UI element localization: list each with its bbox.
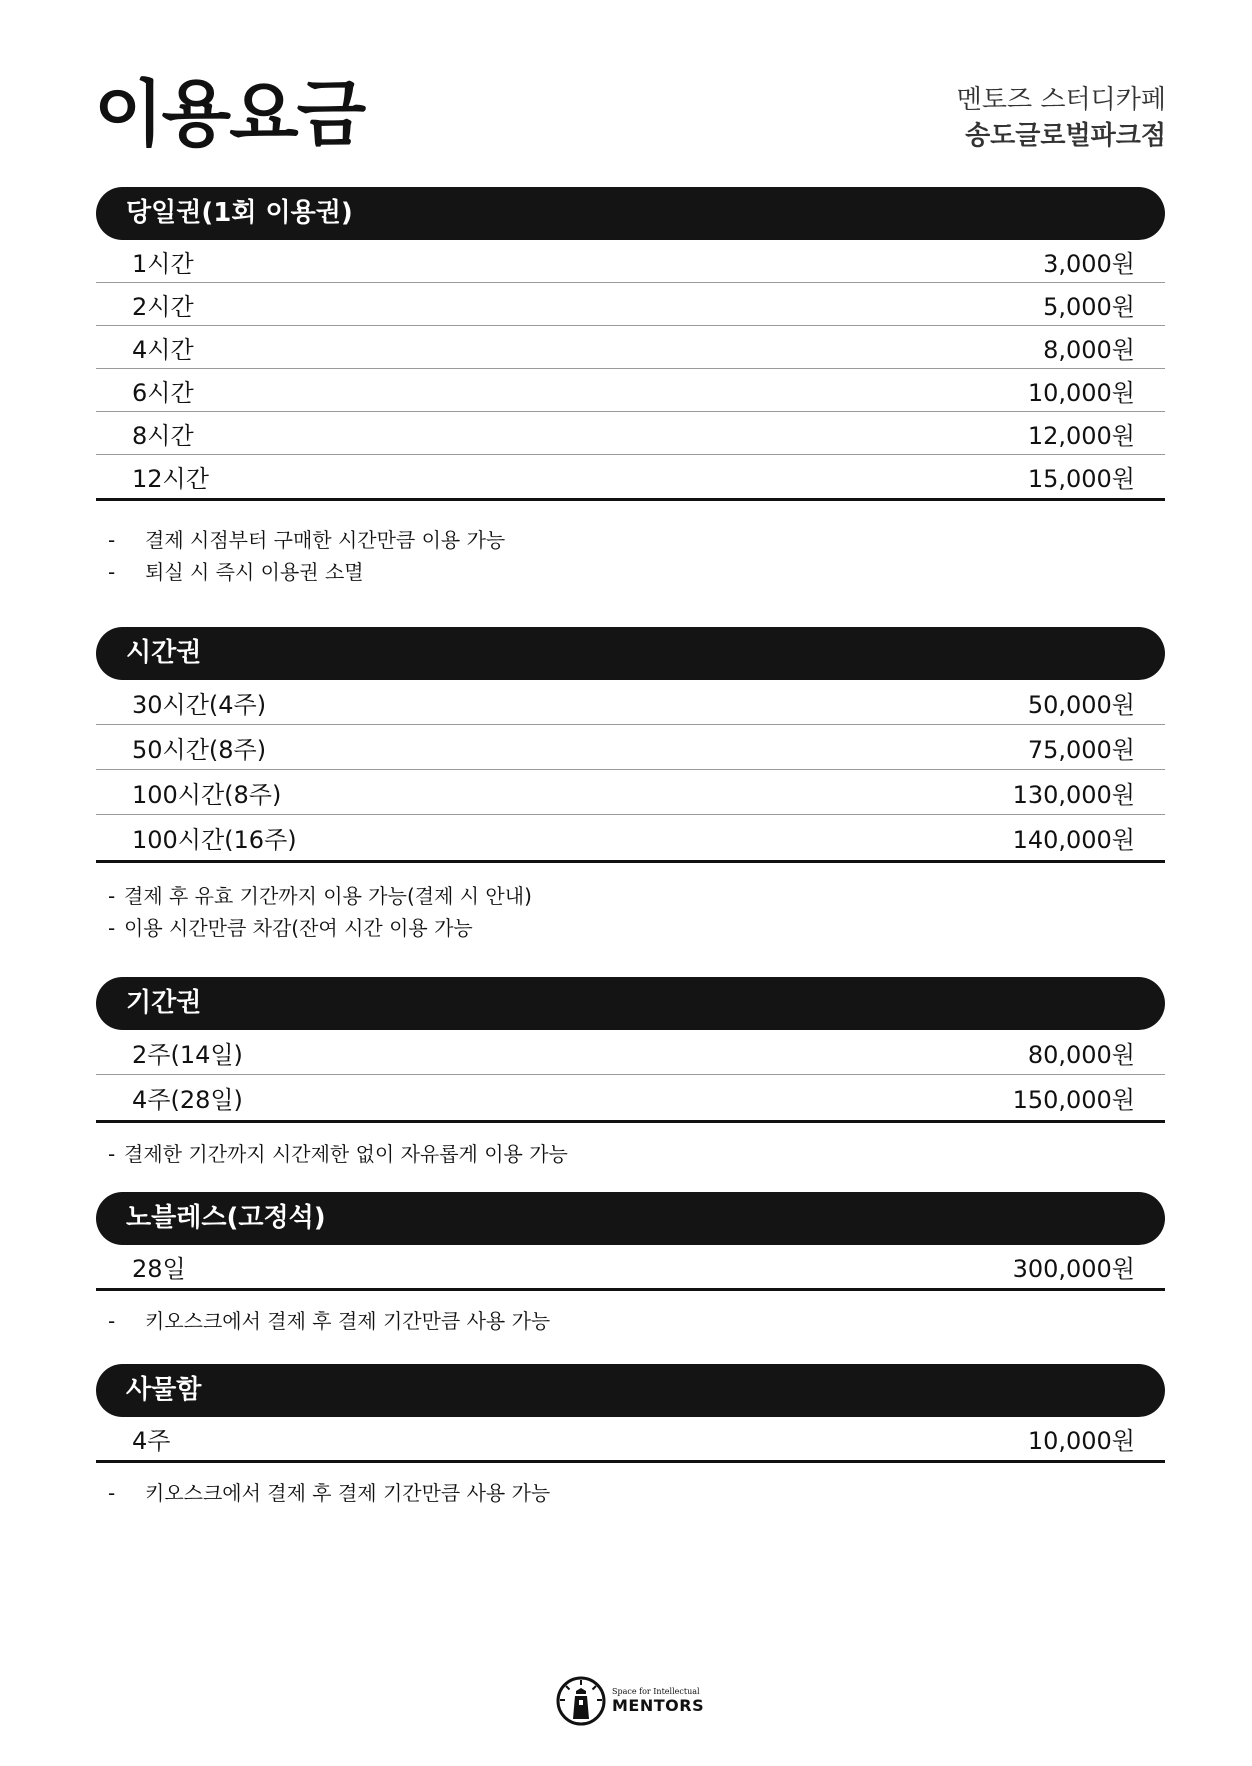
note-item: - 결제 후 유효 기간까지 이용 가능(결제 시 안내) [108, 884, 532, 908]
section-header: 시간권 [96, 627, 1165, 680]
section-time-pass [96, 627, 1165, 863]
section-header: 사물함 [96, 1364, 1165, 1417]
price-table [96, 240, 1165, 501]
section-locker [96, 1364, 1165, 1463]
row-price: 5,000원 [1043, 292, 1135, 321]
price-row [96, 1417, 1165, 1460]
row-label: 50시간(8주) [132, 735, 267, 764]
price-row [96, 815, 1165, 860]
price-row [96, 455, 1165, 498]
row-price: 10,000원 [1027, 378, 1135, 407]
branch-name: 송도글로벌파크점 [965, 121, 1166, 151]
price-row [96, 680, 1165, 725]
logo-name: MENTORS [612, 1696, 705, 1715]
row-price: 80,000원 [1027, 1040, 1135, 1069]
price-row [96, 1245, 1165, 1288]
section-notes [108, 880, 532, 944]
row-label: 2시간 [132, 292, 194, 321]
section-notes [108, 524, 505, 588]
section-header: 기간권 [96, 977, 1165, 1030]
price-row [96, 725, 1165, 770]
row-label: 4주 [132, 1427, 171, 1455]
price-table [96, 1030, 1165, 1123]
section-period-pass [96, 977, 1165, 1123]
row-label: 4주(28일) [132, 1086, 243, 1114]
brand-name: 멘토즈 스터디카페 [956, 85, 1166, 115]
row-label: 1시간 [132, 249, 194, 278]
row-price: 130,000원 [1012, 780, 1135, 809]
row-label: 30시간(4주) [132, 690, 267, 719]
row-price: 10,000원 [1027, 1427, 1135, 1455]
lighthouse-logo-icon [556, 1676, 606, 1726]
price-table [96, 680, 1165, 863]
row-price: 150,000원 [1012, 1086, 1135, 1114]
logo-tagline: Space for Intellectual [612, 1687, 700, 1696]
row-label: 12시간 [132, 465, 209, 493]
price-row [96, 283, 1165, 326]
row-label: 100시간(16주) [132, 826, 297, 854]
section-daily-pass [96, 187, 1165, 501]
footer-logo [556, 1676, 704, 1726]
section-notes [108, 1305, 550, 1337]
price-row [96, 369, 1165, 412]
row-price: 75,000원 [1027, 735, 1135, 764]
note-item: - 키오스크에서 결제 후 결제 기간만큼 사용 가능 [108, 1309, 551, 1333]
note-item: - 결제 시점부터 구매한 시간만큼 이용 가능 [108, 528, 506, 552]
row-price: 15,000원 [1027, 465, 1135, 493]
row-price: 12,000원 [1027, 421, 1135, 450]
row-price: 140,000원 [1012, 826, 1135, 854]
logo-text [612, 1687, 704, 1715]
section-header: 노블레스(고정석) [96, 1192, 1165, 1245]
section-header: 당일권(1회 이용권) [96, 187, 1165, 240]
row-label: 100시간(8주) [132, 780, 282, 809]
price-table [96, 1417, 1165, 1463]
row-label: 2주(14일) [132, 1040, 243, 1069]
price-table [96, 1245, 1165, 1291]
section-notes [108, 1477, 550, 1509]
price-row [96, 240, 1165, 283]
price-row [96, 1030, 1165, 1075]
note-item: - 이용 시간만큼 차감(잔여 시간 이용 가능 [108, 916, 473, 940]
note-item: - 키오스크에서 결제 후 결제 기간만큼 사용 가능 [108, 1481, 551, 1505]
store-brand [957, 82, 1166, 154]
row-label: 8시간 [132, 421, 194, 450]
row-label: 28일 [132, 1255, 186, 1283]
row-price: 3,000원 [1043, 249, 1135, 278]
row-label: 6시간 [132, 378, 194, 407]
row-label: 4시간 [132, 335, 194, 364]
note-item: - 결제한 기간까지 시간제한 없이 자유롭게 이용 가능 [108, 1142, 568, 1166]
row-price: 8,000원 [1043, 335, 1135, 364]
price-row [96, 326, 1165, 369]
price-row [96, 412, 1165, 455]
row-price: 300,000원 [1012, 1255, 1135, 1283]
note-item: - 퇴실 시 즉시 이용권 소멸 [108, 560, 364, 584]
price-row [96, 770, 1165, 815]
page-title: 이용요금 [94, 72, 365, 156]
section-noblesse [96, 1192, 1165, 1291]
row-price: 50,000원 [1027, 690, 1135, 719]
section-notes [108, 1138, 568, 1170]
price-row [96, 1075, 1165, 1120]
